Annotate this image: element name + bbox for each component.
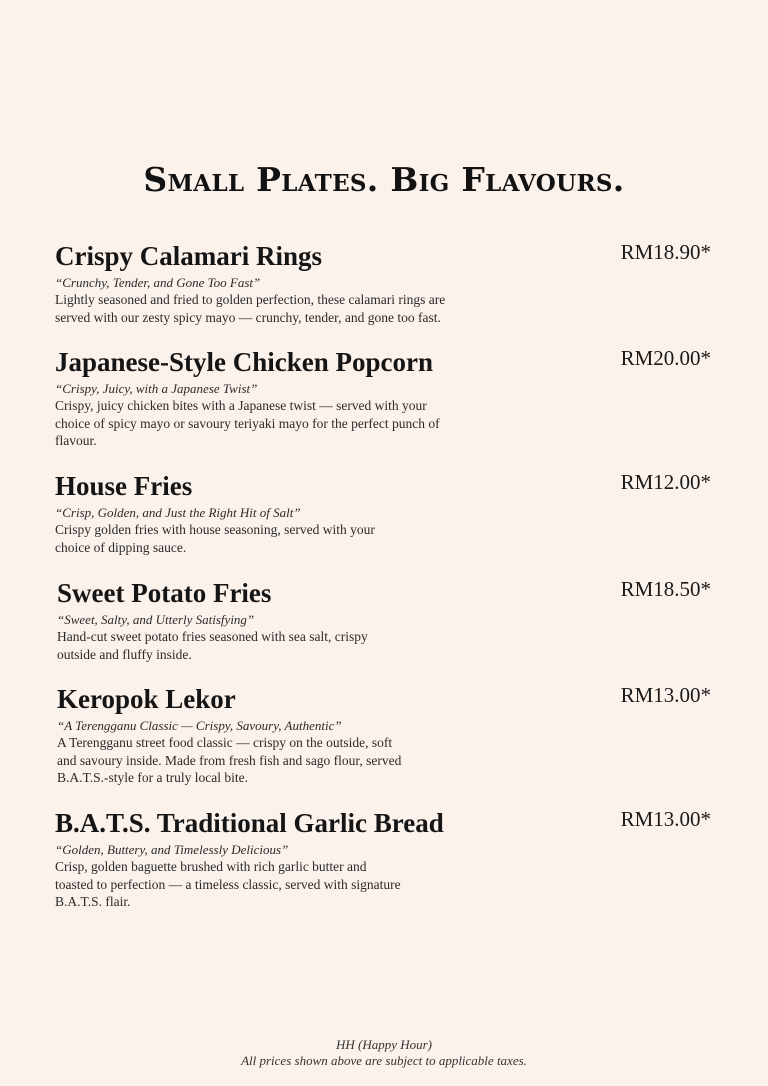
item-price: RM18.50* [620, 577, 711, 601]
description-line: B.A.T.S.-style for a truly local bite. [57, 770, 248, 785]
item-price: RM13.00* [620, 683, 711, 707]
item-name: Japanese-Style Chicken Popcorn [55, 347, 433, 377]
item-tagline: “Crisp, Golden, and Just the Right Hit of Salt” [55, 505, 301, 520]
item-price: RM18.90* [620, 240, 711, 264]
item-description [55, 858, 715, 911]
description-line: served with our zesty spicy mayo — crunchy, tender, and gone too fast. [55, 309, 441, 325]
description-line: Crisp, golden baguette brushed with rich garlic butter and [55, 859, 367, 874]
description-line: Crispy golden fries with house seasoning, served with your [55, 522, 375, 537]
item-price: RM13.00* [620, 807, 711, 831]
item-name: B.A.T.S. Traditional Garlic Bread [55, 808, 444, 838]
item-description [55, 291, 715, 326]
item-name: Crispy Calamari Rings [55, 241, 323, 271]
item-price: RM12.00* [620, 470, 711, 494]
menu-item [55, 807, 715, 911]
description-line: B.A.T.S. flair. [55, 894, 131, 909]
item-tagline: “Golden, Buttery, and Timelessly Delicious” [55, 842, 289, 857]
description-line: Lightly seasoned and fried to golden perfection, these calamari rings are [55, 292, 446, 307]
description-line: toasted to perfection — a timeless classic, served with signature [55, 876, 401, 892]
item-name: Keropok Lekor [57, 684, 236, 714]
item-name: House Fries [55, 471, 193, 501]
description-line: choice of dipping sauce. [55, 539, 187, 555]
menu-item [55, 240, 715, 326]
description-line: outside and fluffy inside. [57, 646, 192, 662]
item-description [55, 397, 715, 450]
item-description [57, 734, 717, 787]
description-line: choice of spicy mayo or savoury teriyaki mayo for the perfect punch of [55, 415, 440, 431]
tax-note: All prices shown above are subject to applicable taxes. [241, 1053, 527, 1068]
menu-item [55, 470, 715, 556]
menu-item [55, 346, 715, 450]
menu-item [57, 577, 717, 663]
item-price: RM20.00* [620, 346, 711, 370]
menu-item [57, 683, 717, 787]
item-tagline: “Sweet, Salty, and Utterly Satisfying” [57, 612, 255, 627]
item-description [55, 521, 715, 556]
description-line: flavour. [55, 433, 97, 448]
description-line: Crispy, juicy chicken bites with a Japanese twist — served with your [55, 398, 427, 413]
item-name: Sweet Potato Fries [57, 578, 272, 608]
item-tagline: “Crispy, Juicy, with a Japanese Twist” [55, 381, 258, 396]
item-description [57, 628, 717, 663]
description-line: and savoury inside. Made from fresh fish and sago flour, served [57, 752, 402, 768]
item-tagline: “A Terengganu Classic — Crispy, Savoury, Authentic” [57, 718, 342, 733]
description-line: Hand-cut sweet potato fries seasoned with sea salt, crispy [57, 629, 368, 644]
item-tagline: “Crunchy, Tender, and Gone Too Fast” [55, 275, 261, 290]
page-title: Small Plates. Big Flavours. [143, 160, 625, 199]
footer-note [0, 1037, 768, 1069]
description-line: A Terengganu street food classic — crispy on the outside, soft [57, 735, 393, 750]
happy-hour-note: HH (Happy Hour) [335, 1037, 433, 1052]
